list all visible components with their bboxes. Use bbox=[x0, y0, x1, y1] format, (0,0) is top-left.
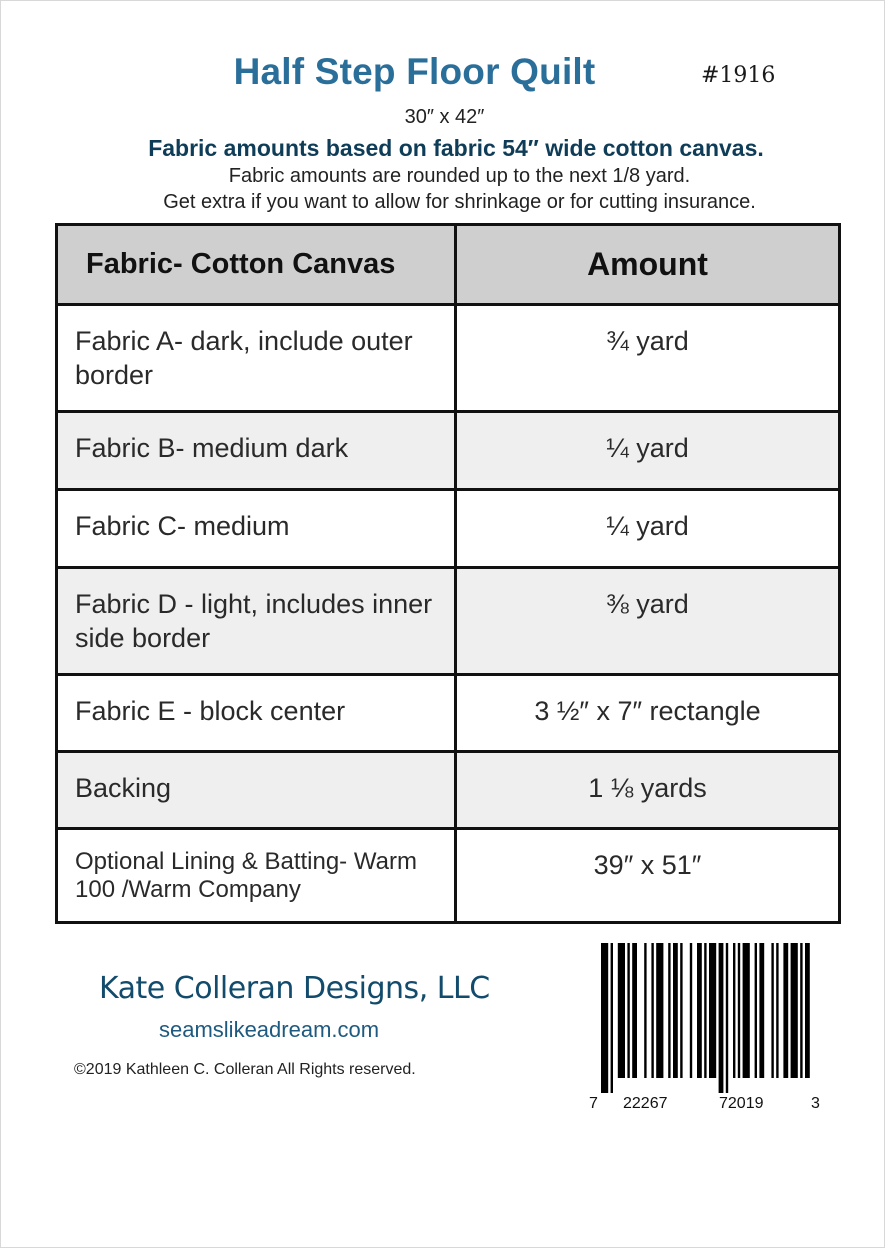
table-row bbox=[57, 752, 840, 829]
extra-fabric-note: Get extra if you want to allow for shrinkage or for cutting insurance. bbox=[163, 191, 756, 213]
barcode-bar bbox=[673, 943, 678, 1078]
barcode-bar bbox=[644, 943, 646, 1078]
fabric-requirements-table bbox=[55, 223, 841, 924]
barcode-bar bbox=[771, 943, 773, 1078]
amount-cell: ¼ yard bbox=[456, 412, 840, 490]
barcode-bar bbox=[759, 943, 764, 1078]
table-row bbox=[57, 412, 840, 490]
table-row bbox=[57, 305, 840, 412]
copyright-notice: ©2019 Kathleen C. Colleran All Rights reserved. bbox=[74, 1061, 416, 1078]
amount-cell: ¼ yard bbox=[456, 490, 840, 568]
fabric-column-header: Fabric- Cotton Canvas bbox=[57, 225, 456, 305]
barcode-bar bbox=[709, 943, 716, 1078]
barcode-bar bbox=[704, 943, 706, 1078]
table-row bbox=[57, 675, 840, 752]
barcode-bar bbox=[733, 943, 735, 1078]
amount-cell: 39″ x 51″ bbox=[456, 829, 840, 923]
pattern-number: #1916 bbox=[701, 63, 776, 88]
barcode-bar bbox=[776, 943, 778, 1078]
barcode-bar bbox=[601, 943, 608, 1093]
fabric-cell: Optional Lining & Batting- Warm 100 /Warm Company bbox=[57, 829, 456, 923]
fabric-cell: Fabric B- medium dark bbox=[57, 412, 456, 490]
website-link[interactable]: seamslikeadream.com bbox=[159, 1017, 380, 1042]
barcode-bar bbox=[651, 943, 653, 1078]
barcode-bar bbox=[680, 943, 682, 1078]
barcode-digits-left: 22267 bbox=[623, 1095, 668, 1112]
barcode-bar bbox=[738, 943, 740, 1078]
barcode-bar bbox=[743, 943, 750, 1078]
barcode-bar bbox=[805, 943, 810, 1078]
barcode-bar bbox=[791, 943, 798, 1078]
barcode-bar bbox=[690, 943, 692, 1078]
company-name: Kate Colleran Designs, LLC bbox=[99, 971, 490, 1006]
barcode-digit-check: 3 bbox=[811, 1095, 820, 1112]
barcode-bar bbox=[611, 943, 613, 1093]
barcode-bar bbox=[800, 943, 802, 1078]
barcode-bar bbox=[783, 943, 788, 1078]
barcode-bar bbox=[618, 943, 625, 1078]
barcode-bar bbox=[656, 943, 663, 1078]
barcode-bar bbox=[668, 943, 670, 1078]
amount-cell: ⅜ yard bbox=[456, 568, 840, 675]
amount-cell: 1 ⅛ yards bbox=[456, 752, 840, 829]
fabric-cell: Fabric C- medium bbox=[57, 490, 456, 568]
rounding-note: Fabric amounts are rounded up to the next 1/8 yard. bbox=[228, 165, 691, 187]
barcode-bar bbox=[627, 943, 629, 1078]
amount-cell: 3 ½″ x 7″ rectangle bbox=[456, 675, 840, 752]
barcode-digits-right: 72019 bbox=[719, 1095, 764, 1112]
fabric-basis-note: Fabric amounts based on fabric 54″ wide cotton canvas. bbox=[148, 135, 764, 161]
amount-cell: ¾ yard bbox=[456, 305, 840, 412]
fabric-cell: Fabric A- dark, include outer border bbox=[57, 305, 456, 412]
barcode-bars bbox=[581, 943, 826, 1093]
page-title: Half Step Floor Quilt bbox=[233, 51, 596, 92]
table-row bbox=[57, 490, 840, 568]
barcode-bar bbox=[726, 943, 728, 1093]
fabric-cell: Fabric E - block center bbox=[57, 675, 456, 752]
barcode-digit-system: 7 bbox=[589, 1095, 598, 1112]
quilt-size: 30″ x 42″ bbox=[404, 106, 485, 128]
barcode-bar bbox=[755, 943, 757, 1078]
fabric-cell: Backing bbox=[57, 752, 456, 829]
upc-barcode bbox=[581, 943, 826, 1118]
table-row bbox=[57, 829, 840, 923]
table-row bbox=[57, 568, 840, 675]
amount-column-header: Amount bbox=[456, 225, 840, 305]
table-header-row bbox=[57, 225, 840, 305]
barcode-bar bbox=[632, 943, 637, 1078]
barcode-bar bbox=[697, 943, 702, 1078]
barcode-bar bbox=[719, 943, 724, 1093]
fabric-cell: Fabric D - light, includes inner side border bbox=[57, 568, 456, 675]
